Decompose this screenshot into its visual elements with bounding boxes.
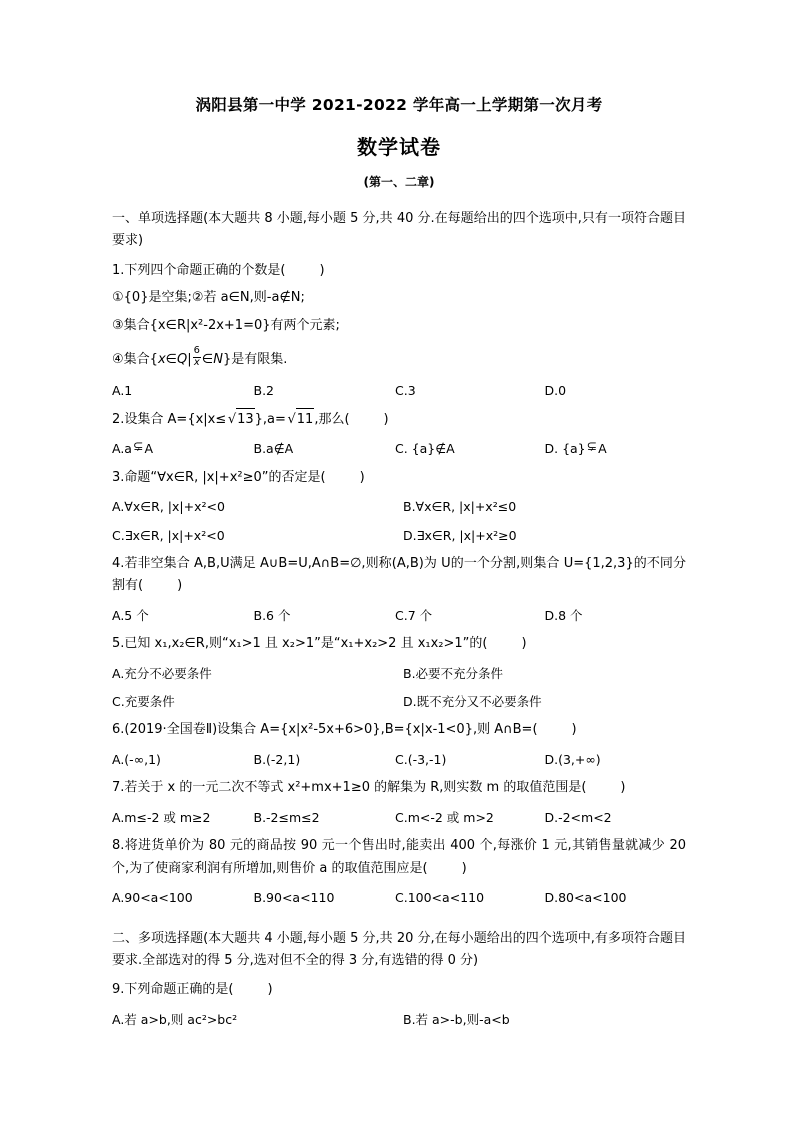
chapter-note: (第一、二章)	[363, 174, 435, 189]
question-3-options-row-2	[112, 525, 686, 546]
question-2-stem	[112, 408, 686, 432]
option-c[interactable]: C.充要条件	[112, 694, 175, 710]
question-5-options-row-1	[112, 663, 686, 684]
option-b[interactable]: B.若 a>-b,则-a<b	[403, 1011, 510, 1027]
option-c[interactable]: C.(-3,-1)	[395, 751, 447, 767]
option-a[interactable]: A.90<a<100	[112, 890, 193, 906]
question-8-stem	[112, 835, 686, 880]
sqrt-11: √11	[286, 408, 314, 432]
option-b[interactable]: B.∀x∈R, |x|+x²≤0	[403, 499, 517, 515]
question-7-options	[112, 807, 686, 828]
option-d[interactable]: D.(3,+∞)	[544, 751, 601, 767]
option-d-pre: D. {a}	[544, 441, 586, 457]
question-6-text: (2019·全国卷Ⅱ)设集合 A={x|x²-5x+6>0},B={x|x-1<0},则 A∩B=(	[124, 722, 538, 738]
question-7-stem	[112, 777, 686, 800]
question-1-subline-2: ③集合{x∈R|x²-2x+1=0}有两个元素;	[112, 317, 340, 333]
question-6-options	[112, 749, 686, 770]
option-b[interactable]: B.2	[253, 382, 275, 398]
sqrt-11-radicand: 11	[296, 408, 315, 432]
question-8-paren: )	[461, 860, 467, 876]
section-1-heading: 一、单项选择题(本大题共 8 小题,每小题 5 分,共 40 分.在每题给出的四个选项中,只有一项符合题目要求)	[112, 210, 686, 249]
variable-x: x	[157, 351, 166, 367]
option-c[interactable]: C.m<-2 或 m>2	[395, 809, 494, 825]
question-3-number: 3.	[112, 469, 125, 485]
question-2-number: 2.	[112, 411, 125, 427]
sqrt-13: √13	[226, 408, 254, 432]
question-9-text: 下列命题正确的是(	[124, 982, 234, 998]
such-that-bar: |	[187, 351, 192, 367]
question-2-text-pre: 设集合 A={x|x≤	[124, 411, 227, 427]
option-d[interactable]: D.0	[544, 382, 567, 398]
subsetneq-icon: ⊊	[132, 438, 144, 454]
question-1-subline-1: ①{0}是空集;②若 a∈N,则-a∉N;	[112, 290, 305, 306]
fraction-numerator: 6	[193, 345, 200, 357]
set-builder-suffix: }是有限集.	[222, 351, 288, 367]
set-q: Q	[176, 351, 188, 367]
question-4-number: 4.	[112, 555, 125, 571]
question-6-number: 6.	[112, 722, 125, 738]
question-5-options-row-2	[112, 691, 686, 712]
question-9-number: 9.	[112, 982, 125, 998]
question-3-paren: )	[359, 469, 365, 485]
set-n: N	[213, 351, 223, 367]
option-d[interactable]	[537, 438, 687, 459]
fraction-6-over-x	[193, 346, 201, 367]
fraction-denominator: x	[193, 356, 200, 368]
question-1-number: 1.	[112, 262, 125, 278]
set-builder-prefix: ④集合{	[112, 351, 158, 367]
option-d[interactable]: D.∃x∈R, |x|+x²≥0	[403, 527, 517, 543]
option-c[interactable]: C.100<a<110	[395, 890, 485, 906]
question-8-options	[112, 887, 686, 908]
option-d[interactable]: D.80<a<100	[544, 890, 627, 906]
option-c[interactable]: C.∃x∈R, |x|+x²<0	[112, 527, 225, 543]
question-3-stem	[112, 467, 686, 490]
option-b[interactable]: B.(-2,1)	[253, 751, 301, 767]
option-a-pre: A.a	[112, 441, 132, 457]
question-2-text-mid: },a=	[254, 411, 286, 427]
question-1-text: 下列四个命题正确的个数是(	[124, 262, 286, 278]
option-d-post: A	[598, 441, 607, 457]
subsetneq-icon: ⊊	[586, 438, 598, 454]
question-9-options	[112, 1009, 686, 1030]
question-7-text: 若关于 x 的一元二次不等式 x²+mx+1≥0 的解集为 R,则实数 m 的取值范围是(	[124, 780, 587, 796]
option-a[interactable]: A.1	[112, 382, 133, 398]
question-1-paren: )	[319, 262, 325, 278]
option-b[interactable]: B.必要不充分条件	[403, 665, 504, 681]
question-9-stem	[112, 979, 686, 1002]
question-7-paren: )	[620, 780, 626, 796]
question-1-options	[112, 380, 686, 401]
option-c[interactable]: C.3	[395, 382, 416, 398]
question-1-stem	[112, 260, 686, 283]
question-6-stem	[112, 719, 686, 742]
question-4-paren: )	[177, 578, 183, 594]
page-content	[112, 0, 686, 1030]
option-a[interactable]: A.5 个	[112, 607, 149, 623]
option-a[interactable]: A.∀x∈R, |x|+x²<0	[112, 499, 225, 515]
question-4-text: 若非空集合 A,B,U满足 A∪B=U,A∩B=∅,则称(A,B)为 U的一个分割,则集合 U={1,2,3}的不同分割有(	[112, 555, 686, 594]
option-c[interactable]: C.7 个	[395, 607, 433, 623]
subject-title: 数学试卷	[357, 134, 441, 159]
question-8-text: 将进货单价为 80 元的商品按 90 元一个售出时,能卖出 400 个,每涨价 1 元,其销售量就减少 20 个,为了使商家利润有所增加,则售价 a 的取值范围应是(	[112, 838, 686, 876]
question-9-paren: )	[267, 982, 273, 998]
question-4-stem	[112, 553, 686, 598]
option-a-post: A	[144, 441, 154, 457]
question-4-options	[112, 605, 686, 626]
option-b[interactable]: B.a∉A	[253, 441, 294, 457]
option-d[interactable]: D.既不充分又不必要条件	[403, 694, 542, 710]
option-a[interactable]: A.充分不必要条件	[112, 665, 212, 681]
option-b[interactable]: B.-2≤m≤2	[253, 809, 320, 825]
question-3-options-row-1	[112, 496, 686, 517]
question-5-paren: )	[521, 636, 527, 652]
option-b[interactable]: B.6 个	[253, 607, 291, 623]
option-a[interactable]: A.若 a>b,则 ac²>bc²	[112, 1011, 238, 1027]
option-a[interactable]	[112, 438, 254, 459]
question-1-subline-3	[112, 347, 686, 373]
question-3-text: 命题“∀x∈R, |x|+x²≥0”的否定是(	[124, 469, 326, 485]
question-5-stem	[112, 633, 686, 656]
question-2-options	[112, 438, 686, 459]
question-5-text: 已知 x₁,x₂∈R,则“x₁>1 且 x₂>1”是“x₁+x₂>2 且 x₁x₂>1”的(	[124, 636, 488, 652]
sqrt-13-radicand: 13	[236, 408, 255, 432]
option-a[interactable]: A.m≤-2 或 m≥2	[112, 809, 211, 825]
option-b[interactable]: B.90<a<110	[253, 890, 335, 906]
question-5-number: 5.	[112, 636, 125, 652]
question-8-number: 8.	[112, 838, 125, 854]
option-d[interactable]: D.8 个	[544, 607, 583, 623]
question-6-paren: )	[571, 722, 577, 738]
section-2-heading: 二、多项选择题(本大题共 4 小题,每小题 5 分,共 20 分,在每小题给出的四个选项中,有多项符合题目要求.全部选对的得 5 分,选对但不全的得 3 分,有选错的得 0 分)	[112, 930, 686, 968]
option-d[interactable]: D.-2<m<2	[544, 809, 612, 825]
question-7-number: 7.	[112, 780, 125, 796]
page-title: 涡阳县第一中学 2021-2022 学年高一上学期第一次月考	[195, 96, 603, 114]
question-2-text-post: ,那么(	[314, 411, 350, 427]
question-2-paren: )	[383, 411, 389, 427]
option-c[interactable]: C. {a}∉A	[395, 441, 455, 457]
element-of-2: ∈	[201, 351, 214, 367]
option-a[interactable]: A.(-∞,1)	[112, 751, 161, 767]
element-of-1: ∈	[165, 351, 177, 367]
